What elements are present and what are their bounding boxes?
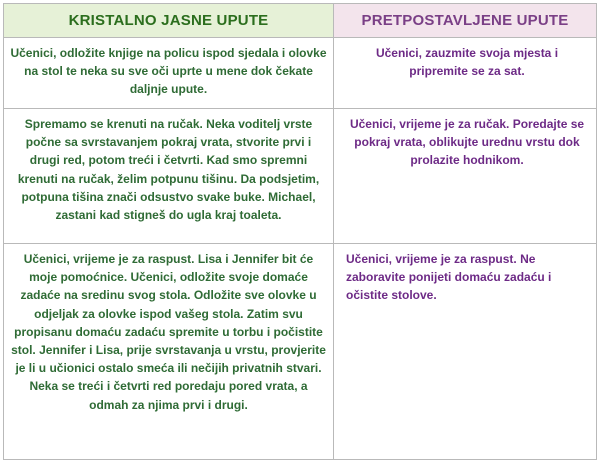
assumed-instruction-cell: Učenici, vrijeme je za ručak. Poredajte se pokraj vrata, oblikujte urednu vrstu dok prolazite hodnikom. (334, 109, 597, 244)
comparison-table (3, 3, 597, 460)
header-assumed-instructions: PRETPOSTAVLJENE UPUTE (334, 4, 597, 38)
instructions-comparison (3, 3, 597, 460)
table-row (4, 244, 597, 460)
assumed-instruction-cell: Učenici, zauzmite svoja mjesta i pripremite se za sat. (334, 38, 597, 109)
clear-instruction-cell: Spremamo se krenuti na ručak. Neka voditelj vrste počne sa svrstavanjem pokraj vrata, stvorite prvi i drugi red, potom treći i četvrti. Kad smo spremni krenuti na ručak, želim potpunu tišinu. Da podsjetim, potpuna tišina znači odsustvo svake buke. Michael, zastani kad stigneš do ugla kraj toaleta. (4, 109, 334, 244)
clear-instruction-cell: Učenici, vrijeme je za raspust. Lisa i Jennifer bit će moje pomoćnice. Učenici, odložite svoje domaće zadaće na sredinu svog stola. Odložite sve olovke u odjeljak za olovke ispod vašeg stola. Zatim svu propisanu domaću zadaću spremite u torbu i počistite stol. Jennifer i Lisa, prije svrstavanja u vrstu, provjerite je li u učionici ostalo smeća ili nečijih privatnih stvari. Neka se treći i četvrti red poredaju pored vrata, a odmah za njima prvi i drugi. (4, 244, 334, 460)
assumed-instruction-cell: Učenici, vrijeme je za raspust. Ne zaboravite ponijeti domaću zadaću i očistite stolove. (334, 244, 597, 460)
header-clear-instructions: KRISTALNO JASNE UPUTE (4, 4, 334, 38)
table-row (4, 109, 597, 244)
table-row (4, 38, 597, 109)
header-row (4, 4, 597, 38)
clear-instruction-cell: Učenici, odložite knjige na policu ispod sjedala i olovke na stol te neka su sve oči uprte u mene dok čekate daljnje upute. (4, 38, 334, 109)
